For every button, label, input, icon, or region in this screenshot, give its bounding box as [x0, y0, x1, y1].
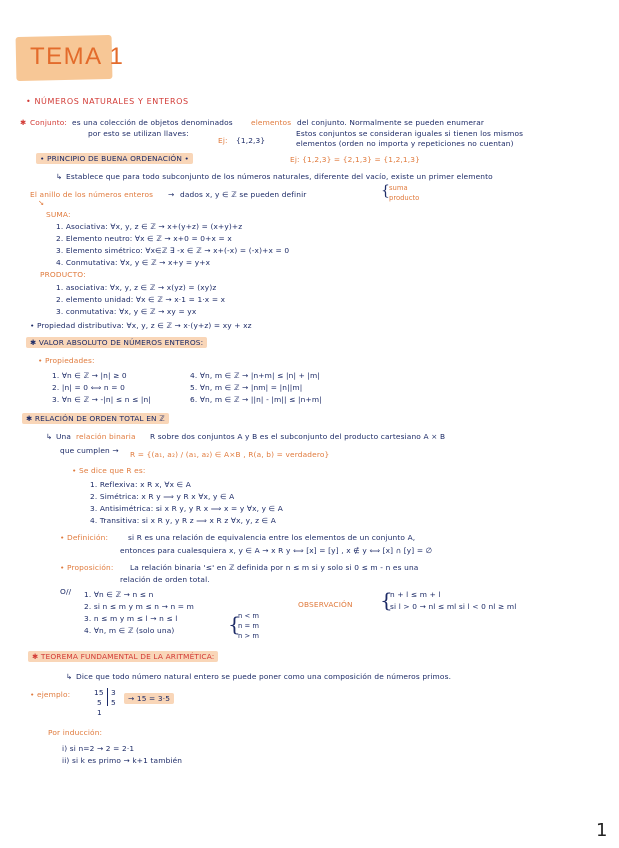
- relacion-prop: 3. Antisimétrica: si x R y, y R x ⟹ x = y ∀x, y ∈ A: [90, 504, 283, 513]
- observacion-brace: {: [380, 588, 393, 612]
- se-dice-label: • Se dice que R es:: [72, 466, 146, 475]
- propiedades-label: • Propiedades:: [38, 356, 95, 365]
- cases-brace: {: [228, 612, 241, 636]
- proposicion-line-1: La relación binaria '≤' en ℤ definida por n ≤ m si y solo si 0 ≤ m - n es una: [130, 563, 419, 572]
- div-right-num: 3: [111, 688, 116, 697]
- teorema-heading: [28, 652, 218, 661]
- div-left-num: 15: [94, 688, 104, 697]
- definicion-line-2: entonces para cualesquiera x, y ∈ A → x R y ⟺ [x] = [y] , x ∉ y ⟺ [x] ∩ [y] = ∅: [120, 546, 433, 555]
- conjunto-label: Conjunto:: [30, 118, 68, 127]
- div-right-num: 5: [111, 698, 116, 707]
- induccion-step: i) si n=2 → 2 = 2·1: [62, 744, 135, 753]
- suma-label: SUMA:: [46, 210, 71, 219]
- section-heading-naturales: • NÚMEROS NATURALES Y ENTEROS: [26, 97, 189, 106]
- observacion-line-1: n + l ≤ m + l: [390, 590, 441, 599]
- suma-item: 2. Elemento neutro: ∀x ∈ ℤ → x+0 = 0+x = x: [56, 234, 232, 243]
- suma-item: 3. Elemento simétrico: ∀x∈ℤ ∃ -x ∈ ℤ → x+(-x) = (-x)+x = 0: [56, 246, 290, 255]
- ej-label: Ej:: [218, 136, 228, 145]
- va-prop-right: 4. ∀n, m ∈ ℤ → |n+m| ≤ |n| + |m|: [190, 371, 321, 380]
- induccion-step: ii) si k es primo → k+1 también: [62, 756, 183, 765]
- page-title: TEMA 1: [30, 43, 125, 70]
- orden-item: 4. ∀n, m ∈ ℤ (solo una): [84, 626, 175, 635]
- relacion-prop: 4. Transitiva: si x R y, y R z ⟹ x R z ∀x, y, z ∈ A: [90, 516, 276, 525]
- producto-item: 1. asociativa: ∀x, y, z ∈ ℤ → x(yz) = (xy)z: [56, 283, 217, 292]
- relacion-orden-heading-text: ✱ RELACIÓN DE ORDEN TOTAL EN ℤ: [22, 413, 169, 424]
- definicion-line-1: si R es una relación de equivalencia entre los elementos de un conjunto A,: [128, 533, 416, 542]
- induccion-label: Por inducción:: [48, 728, 103, 737]
- relacion-intro-c: R sobre dos conjuntos A y B es el subconjunto del producto cartesiano A × B: [150, 432, 446, 441]
- division-bar: [107, 688, 108, 706]
- principio-arrow: ↳: [56, 172, 63, 181]
- proposicion-line-2: relación de orden total.: [120, 575, 210, 584]
- teorema-text: Dice que todo número natural entero se puede poner como una composición de números primos.: [76, 672, 452, 681]
- observacion-label: OBSERVACIÓN: [298, 600, 353, 609]
- anillo-producto: producto: [389, 194, 420, 202]
- case-item: n > m: [238, 632, 259, 640]
- ej-example-1: {1,2,3}: [236, 136, 266, 145]
- observacion-line-2: si l > 0 → nl ≤ ml si l < 0 nl ≥ ml: [390, 602, 517, 611]
- star-bullet: ✱: [20, 118, 27, 127]
- producto-item: 2. elemento unidad: ∀x ∈ ℤ → x·1 = 1·x = x: [56, 295, 226, 304]
- obs-prefix: O//: [60, 587, 72, 596]
- note-line-2: elementos (orden no importa y repeticiones no cuentan): [296, 139, 514, 148]
- orden-item: 1. ∀n ∈ ℤ → n ≤ n: [84, 590, 154, 599]
- page-number: 1: [596, 820, 608, 841]
- relacion-arrow: ↳: [46, 432, 53, 441]
- va-prop-left: 3. ∀n ∈ ℤ → -|n| ≤ n ≤ |n|: [52, 395, 152, 404]
- ej-example-2: Ej: {1,2,3} = {2,1,3} = {1,2,1,3}: [290, 155, 420, 164]
- producto-item: 3. conmutativa: ∀x, y ∈ ℤ → xy = yx: [56, 307, 197, 316]
- orden-item: 2. si n ≤ m y m ≤ n → n = m: [84, 602, 194, 611]
- principio-heading-text: • PRINCIPIO DE BUENA ORDENACIÓN •: [36, 153, 193, 164]
- valor-absoluto-heading-text: ✱ VALOR ABSOLUTO DE NÚMEROS ENTEROS:: [26, 337, 207, 348]
- conjunto-text-c: del conjunto. Normalmente se pueden enumerar: [297, 118, 485, 127]
- definicion-label: • Definición:: [60, 533, 109, 542]
- anillo-brace: {: [381, 183, 390, 199]
- relacion-intro-binaria: relación binaria: [76, 432, 136, 441]
- valor-absoluto-heading: [26, 338, 207, 347]
- ejemplo-label: • ejemplo:: [30, 690, 71, 699]
- anillo-text-a: El anillo de los números enteros: [30, 190, 154, 199]
- relacion-intro-2: que cumplen →: [60, 446, 119, 455]
- note-line-1: Estos conjuntos se consideran iguales si tienen los mismos: [296, 129, 524, 138]
- teorema-arrow: ↳: [66, 672, 73, 681]
- principio-text: Establece que para todo subconjunto de los números naturales, diferente del vacío, existe un primer elemento: [66, 172, 493, 181]
- factor-result: [124, 694, 174, 703]
- div-left-num: 5: [97, 698, 102, 707]
- anillo-text-b: dados x, y ∈ ℤ se pueden definir: [180, 190, 307, 199]
- va-prop-right: 5. ∀n, m ∈ ℤ → |nm| = |n||m|: [190, 383, 303, 392]
- teorema-heading-text: ✱ TEOREMA FUNDAMENTAL DE LA ARITMÉTICA:: [28, 651, 218, 662]
- conjunto-text-elementos: elementos: [251, 118, 292, 127]
- case-item: n = m: [238, 622, 259, 630]
- va-prop-left: 1. ∀n ∈ ℤ → |n| ≥ 0: [52, 371, 127, 380]
- proposicion-label: • Proposición:: [60, 563, 114, 572]
- va-prop-right: 6. ∀n, m ∈ ℤ → ||n| - |m|| ≤ |n+m|: [190, 395, 322, 404]
- anillo-suma: suma: [389, 184, 408, 192]
- anillo-down-arrow: ↘: [38, 198, 45, 207]
- distributiva: • Propiedad distributiva: ∀x, y, z ∈ ℤ → x·(y+z) = xy + xz: [30, 321, 252, 330]
- relacion-prop: 1. Reflexiva: x R x, ∀x ∈ A: [90, 480, 191, 489]
- relacion-formula: R = {(a₁, a₂) / (a₁, a₂) ∈ A×B , R(a, b) = verdadero}: [130, 450, 330, 459]
- suma-item: 4. Conmutativa: ∀x, y ∈ ℤ → x+y = y+x: [56, 258, 211, 267]
- principio-heading: [36, 154, 193, 163]
- relacion-intro-a: Una: [56, 432, 72, 441]
- div-left-num: 1: [97, 708, 102, 717]
- producto-label: PRODUCTO:: [40, 270, 86, 279]
- conjunto-text-2: por esto se utilizan llaves:: [88, 129, 189, 138]
- conjunto-text-a: es una colección de objetos denominados: [72, 118, 233, 127]
- relacion-orden-heading: [22, 414, 169, 423]
- case-item: n < m: [238, 612, 259, 620]
- factor-result-text: → 15 = 3·5: [124, 693, 174, 704]
- relacion-prop: 2. Simétrica: x R y ⟹ y R x ∀x, y ∈ A: [90, 492, 235, 501]
- suma-item: 1. Asociativa: ∀x, y, z ∈ ℤ → x+(y+z) = (x+y)+z: [56, 222, 243, 231]
- va-prop-left: 2. |n| = 0 ⟺ n = 0: [52, 383, 125, 392]
- orden-item: 3. n ≤ m y m ≤ l → n ≤ l: [84, 614, 178, 623]
- anillo-arrow: →: [168, 190, 175, 199]
